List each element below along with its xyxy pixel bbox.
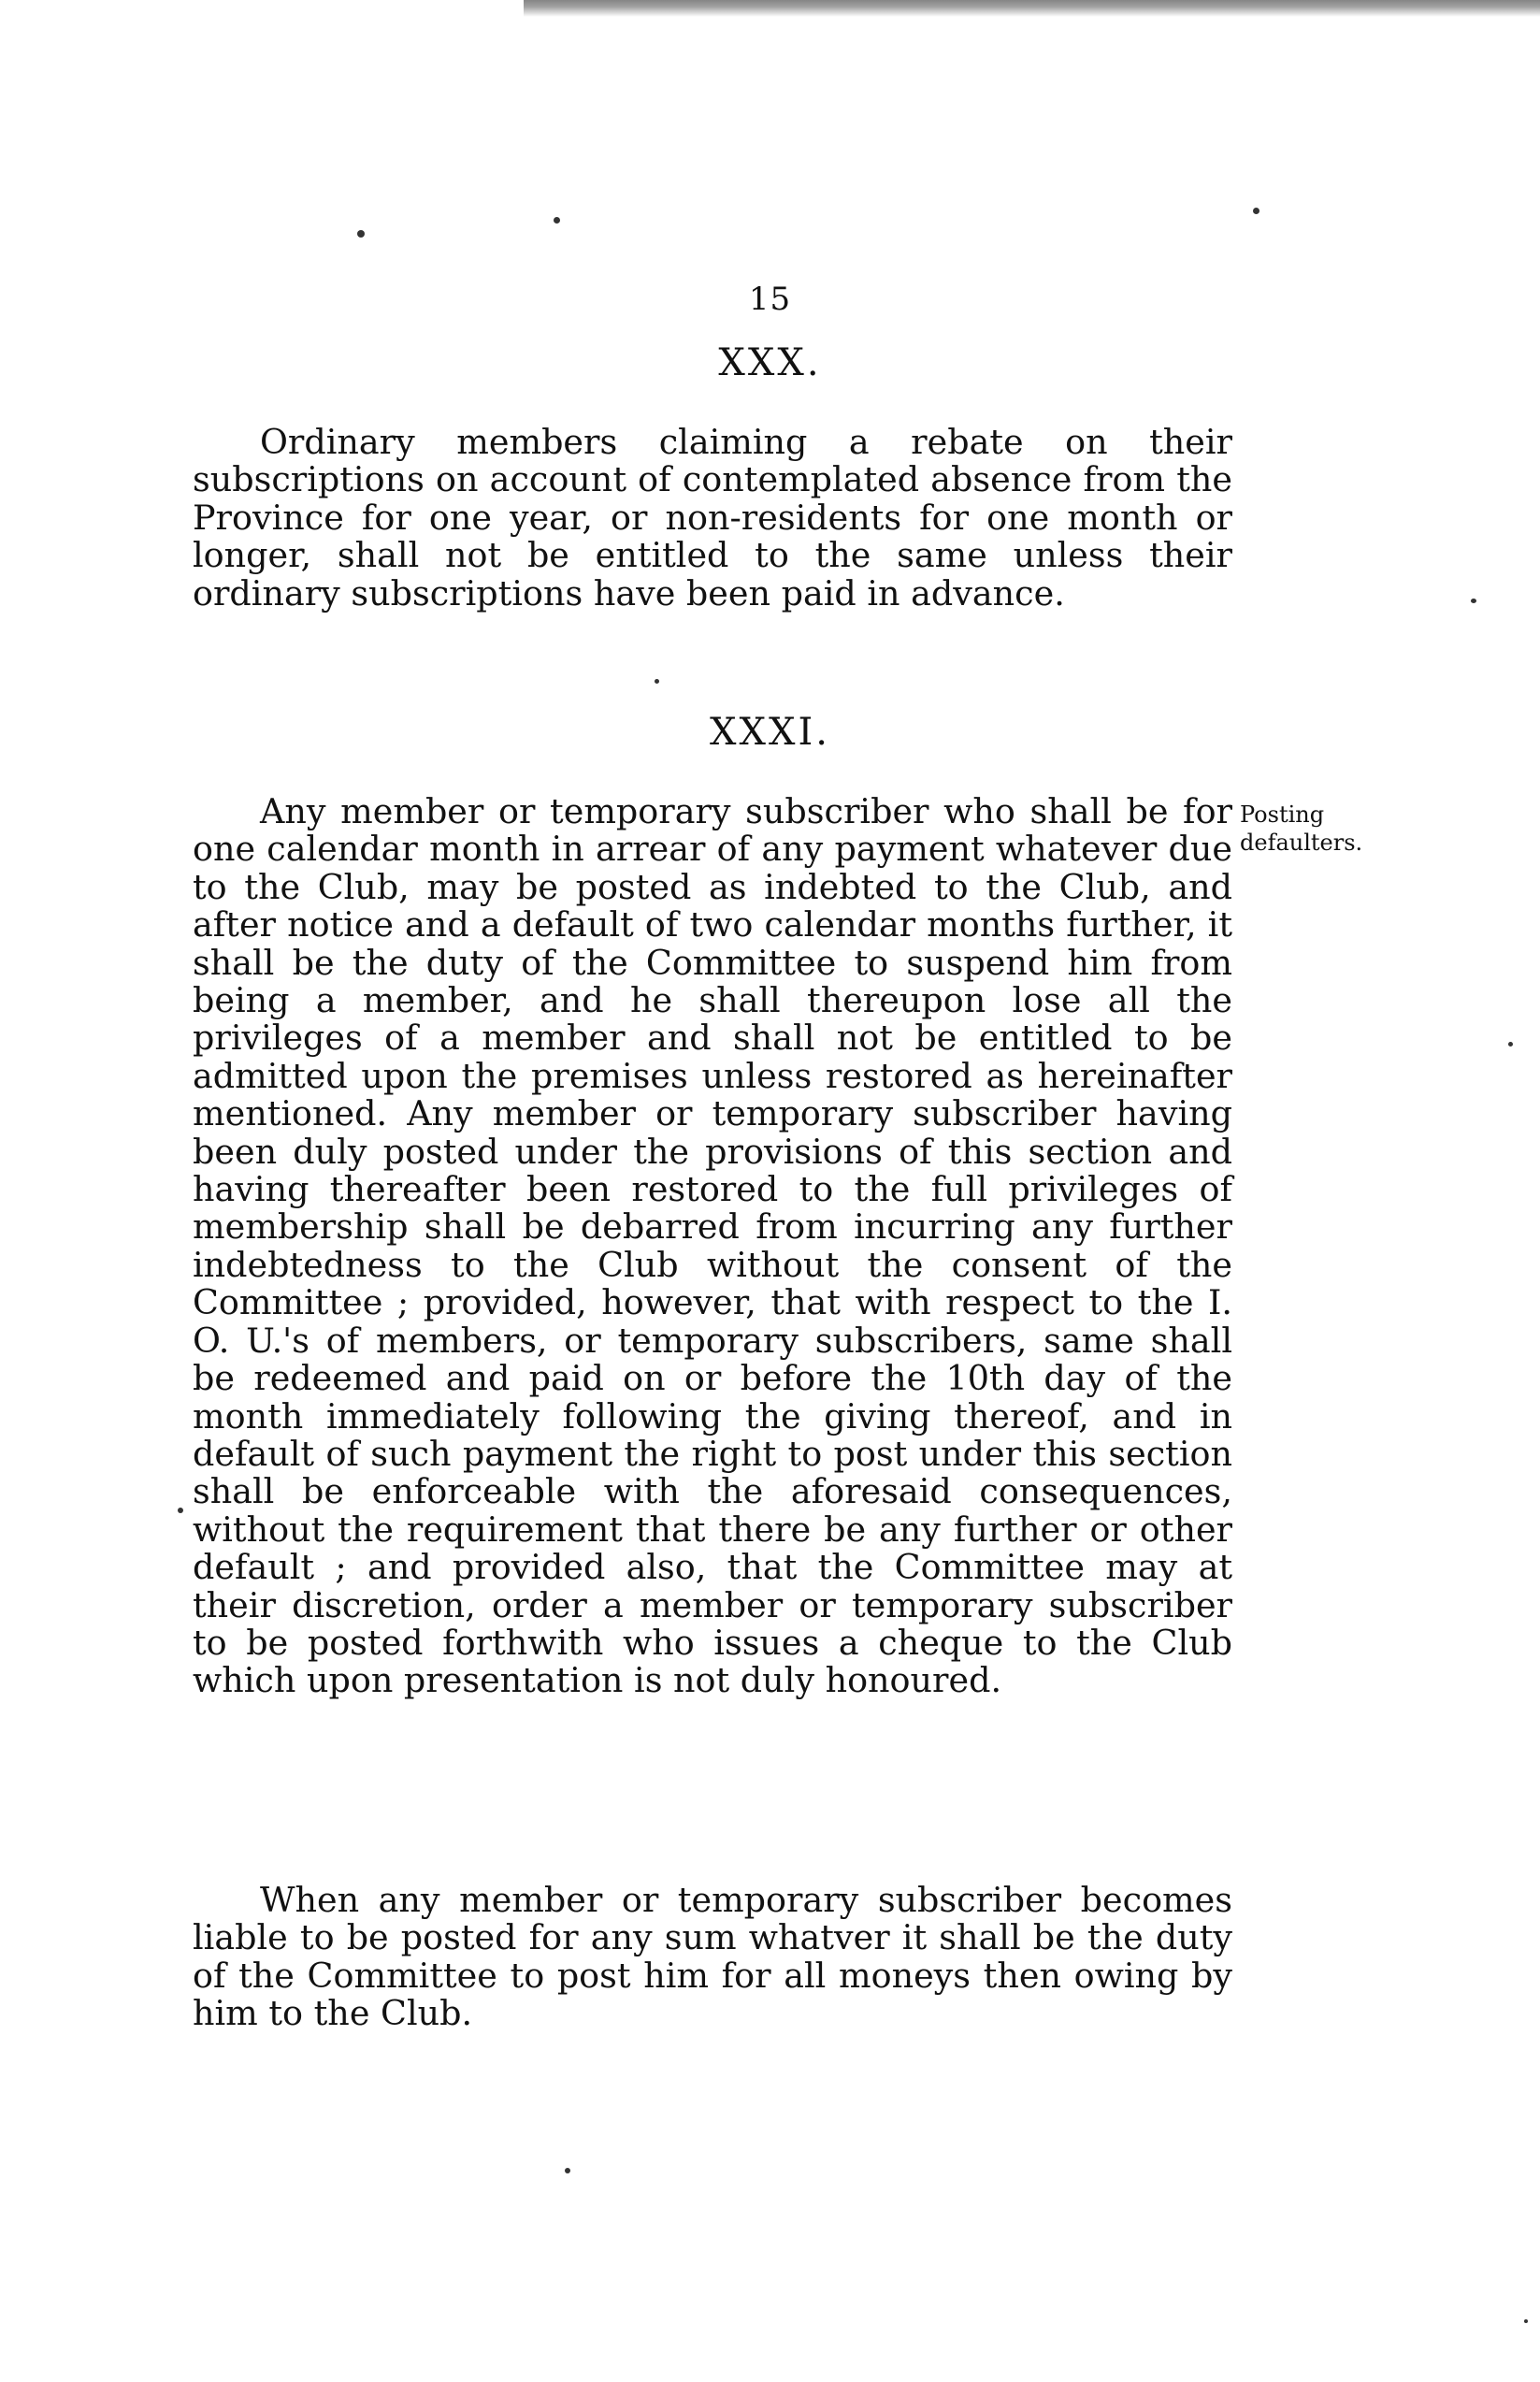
scan-speck — [1471, 599, 1476, 603]
scan-speck — [565, 2168, 570, 2173]
scan-speck — [1253, 208, 1259, 214]
scan-speck — [357, 230, 365, 238]
page-number: 15 — [748, 281, 792, 318]
scan-edge-shadow — [524, 0, 1540, 17]
margin-note: Posting defaulters. — [1240, 801, 1363, 856]
scan-speck — [178, 1508, 183, 1513]
section-xxxi-paragraph-2: When any member or temporary subscriber becomes liable to be posted for any sum whatver it shall be the duty of the Committee to post him for all moneys then owing by him to the Club. — [193, 1880, 1232, 2034]
section-xxxi-paragraph: Any member or temporary subscriber who shall be for one calendar month in arrear of any payment whatever due to the Club, may be posted as indebted to the Club, and after notice and a default of two calendar months further, it shall be the duty of the Committee to suspend him from being a member, and he shall thereupon lose all the privileges of a member and shall not be entitled to be admitted upon the premises unless restored as hereinafter mentioned. Any member or temporary subscriber having been duly posted under the provisions of this section and having thereafter been restored to the full privileges of membership shall be debarred from incurring any further indebtedness to the Club without the consent of the Committee ; provided, however, that with respect to the I. O. U.'s of members, or temporary subscribers, same shall be redeemed and paid on or before the 10th day of the month immediately following the giving thereof, and in default of such payment the right to post under this section shall be enforceable with the aforesaid consequences, without the requirement that there be any further or other default ; and provided also, that the Committee may at their discretion, order a member or temporary subscriber to be posted forthwith who issues a cheque to the Club which upon presentation is not duly honoured. — [193, 791, 1232, 1701]
section-heading-xxx: XXX. — [718, 341, 822, 384]
scan-speck — [1524, 2319, 1528, 2323]
section-heading-xxxi: XXXI. — [710, 711, 830, 754]
scan-speck — [655, 679, 659, 684]
scan-speck — [554, 217, 560, 224]
section-xxx-paragraph: Ordinary members claiming a rebate on their subscriptions on account of contemplated absence from the Province for one year, or non-residents for one month or longer, shall not be entitled to the same unless their ordinary subscriptions have been paid in advance. — [193, 422, 1232, 614]
scan-speck — [1508, 1042, 1513, 1047]
